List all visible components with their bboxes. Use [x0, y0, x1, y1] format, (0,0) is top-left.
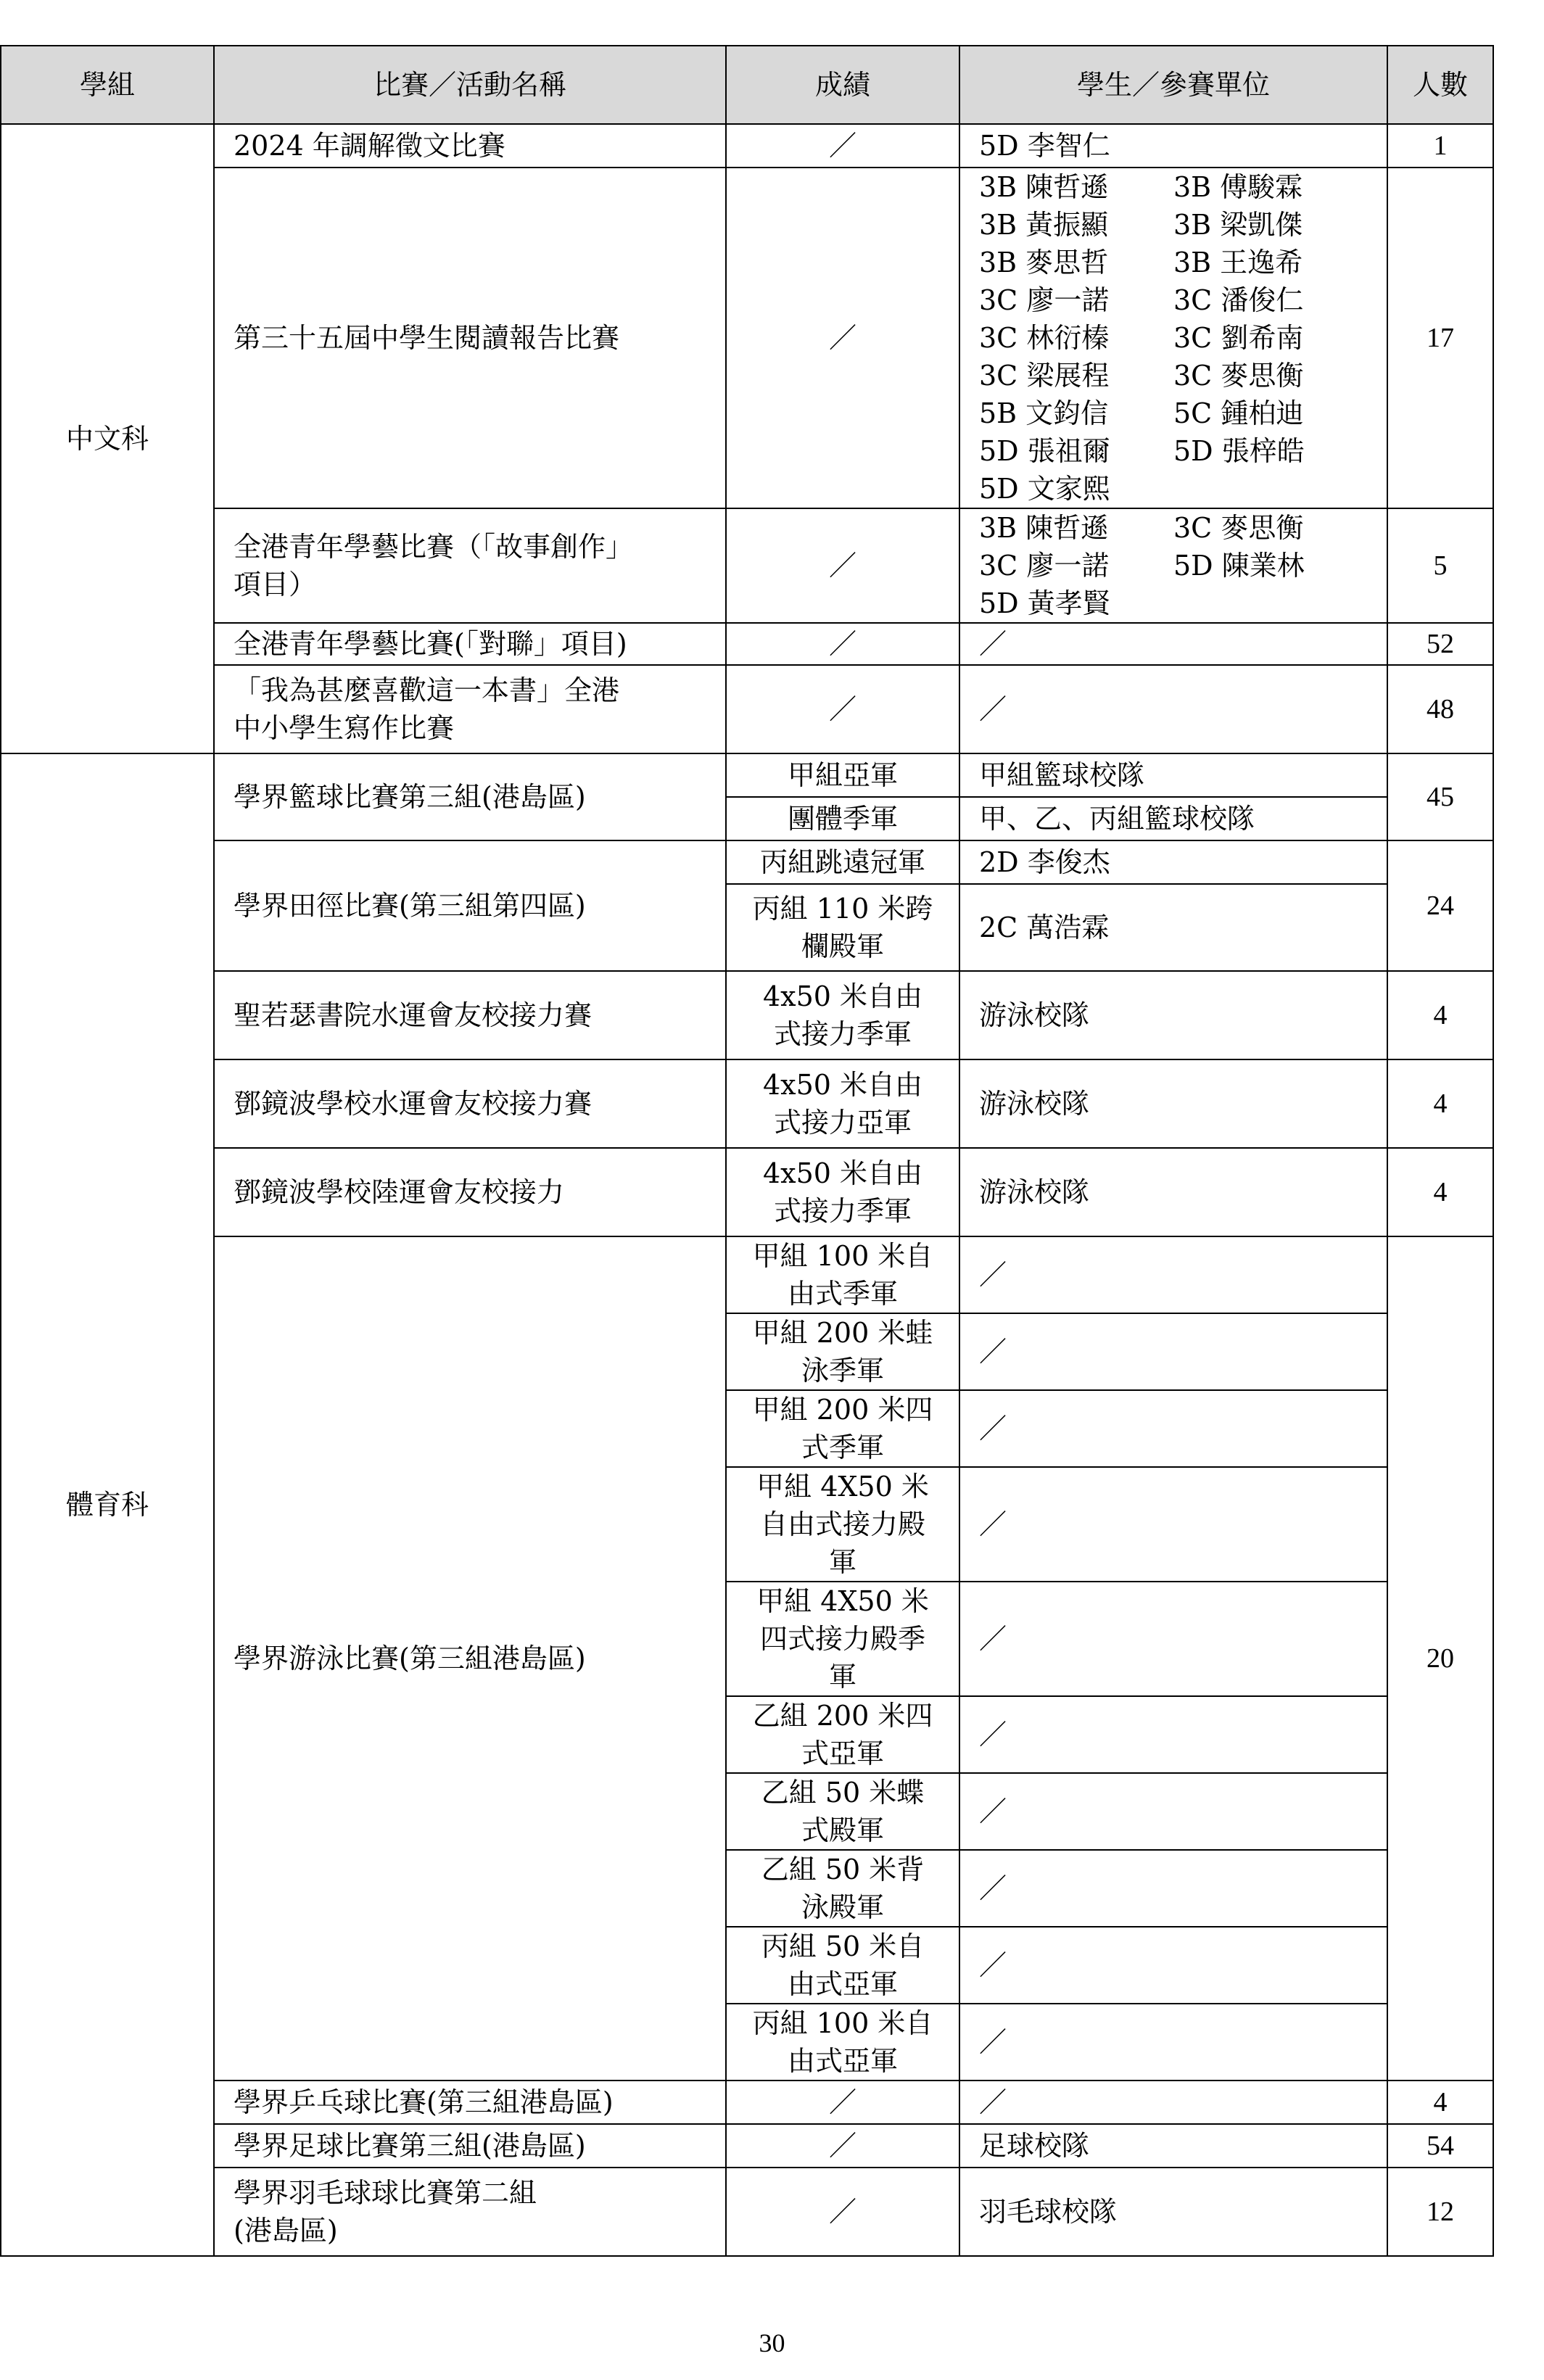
- students-cell: 5D 李智仁: [959, 124, 1387, 168]
- students-cell: ／: [959, 665, 1387, 753]
- result-cell: [726, 884, 959, 971]
- result-line: 泳季軍: [801, 1355, 884, 1387]
- table-row: [1, 1236, 1493, 1313]
- students-cell: 2C 萬浩霖: [959, 884, 1387, 971]
- student-name: 3C 林衍榛: [979, 322, 1110, 354]
- students-cell: ／: [959, 2081, 1387, 2124]
- event-name: 聖若瑟書院水運會友校接力賽: [214, 971, 726, 1059]
- student-line: [979, 281, 1368, 319]
- event-name: 學界足球比賽第三組(港島區): [214, 2124, 726, 2168]
- students-cell: ／: [959, 1313, 1387, 1390]
- student-name: 5B 文鈞信: [979, 397, 1109, 429]
- event-name: 學界游泳比賽(第三組港島區): [214, 1236, 726, 2081]
- student-name: 3C 廖一諾: [979, 550, 1110, 582]
- result-cell: [726, 1148, 959, 1236]
- students-cell: ／: [959, 1773, 1387, 1850]
- result-line: 由式亞軍: [787, 2045, 898, 2077]
- students-cell: 足球校隊: [959, 2124, 1387, 2168]
- students-cell: 2D 李俊杰: [959, 840, 1387, 884]
- header-result: 成績: [726, 46, 959, 124]
- result-line: 4x50 米自由: [762, 1157, 923, 1189]
- event-name: 2024 年調解徵文比賽: [214, 124, 726, 168]
- student-line: [979, 394, 1368, 432]
- result-line: 乙組 50 米背: [761, 1854, 925, 1885]
- result-line: 欄殿軍: [801, 930, 884, 962]
- header-row: [1, 46, 1493, 124]
- student-name: 3B 梁凱傑: [1173, 209, 1303, 241]
- students-cell: ／: [959, 623, 1387, 665]
- count-cell: 4: [1387, 2081, 1493, 2124]
- table-row: [1, 665, 1493, 753]
- result-line: 乙組 50 米蝶: [761, 1777, 925, 1809]
- student-name: 3C 劉希南: [1173, 322, 1304, 354]
- result-cell: [726, 1313, 959, 1390]
- student-line: [979, 584, 1368, 622]
- student-name: 3B 王逸希: [1173, 247, 1303, 278]
- count-cell: 12: [1387, 2168, 1493, 2256]
- result-cell: 甲組亞軍: [726, 753, 959, 797]
- event-line: 全港青年學藝比賽（「故事創作」: [234, 531, 634, 563]
- table-row: [1, 2168, 1493, 2256]
- result-line: 由式季軍: [787, 1278, 898, 1310]
- student-line: [979, 509, 1368, 547]
- table-row: [1, 753, 1493, 797]
- students-cell: 甲組籃球校隊: [959, 753, 1387, 797]
- student-name: 5D 張梓皓: [1173, 435, 1305, 467]
- result-cell: [726, 1059, 959, 1148]
- student-name: 5D 黃孝賢: [979, 587, 1110, 619]
- result-line: 甲組 100 米自: [752, 1240, 933, 1272]
- event-line: 中小學生寫作比賽: [234, 712, 455, 744]
- students-cell: ／: [959, 1696, 1387, 1773]
- count-cell: 48: [1387, 665, 1493, 753]
- table-row: [1, 2081, 1493, 2124]
- result-line: 四式接力殿季: [759, 1623, 925, 1655]
- table-row: [1, 1148, 1493, 1236]
- student-name: 3C 麥思衡: [1173, 512, 1304, 544]
- students-cell: ／: [959, 1582, 1387, 1696]
- result-line: 甲組 4X50 米: [756, 1585, 929, 1617]
- table-row: [1, 508, 1493, 623]
- result-line: 丙組 50 米自: [761, 1930, 925, 1962]
- page-number: 30: [759, 2329, 785, 2358]
- student-name: [1173, 584, 1368, 622]
- student-line: [979, 168, 1368, 206]
- student-name: 3B 傅駿霖: [1173, 171, 1303, 203]
- result-line: 甲組 200 米四: [752, 1394, 933, 1426]
- result-cell: [726, 971, 959, 1059]
- result-cell: ／: [726, 665, 959, 753]
- event-name: 學界籃球比賽第三組(港島區): [214, 753, 726, 840]
- count-cell: 52: [1387, 623, 1493, 665]
- student-name: 5C 鍾柏迪: [1173, 397, 1304, 429]
- event-name: 學界田徑比賽(第三組第四區): [214, 840, 726, 971]
- table-row: [1, 1059, 1493, 1148]
- result-line: 甲組 4X50 米: [756, 1471, 929, 1503]
- student-line: [979, 470, 1368, 508]
- student-line: [979, 547, 1368, 584]
- result-cell: [726, 1773, 959, 1850]
- student-name: 5D 陳業林: [1173, 550, 1305, 582]
- student-name: 3B 陳哲遜: [979, 512, 1109, 544]
- student-name: 3C 麥思衡: [1173, 360, 1304, 392]
- result-line: 軍: [828, 1661, 856, 1693]
- student-line: [979, 357, 1368, 394]
- result-cell: ／: [726, 623, 959, 665]
- result-line: 乙組 200 米四: [752, 1700, 933, 1732]
- count-cell: 1: [1387, 124, 1493, 168]
- count-cell: 24: [1387, 840, 1493, 971]
- students-cell: [959, 508, 1387, 623]
- result-cell: [726, 1696, 959, 1773]
- result-line: 由式亞軍: [787, 1968, 898, 2000]
- count-cell: 45: [1387, 753, 1493, 840]
- event-name: 學界乒乓球比賽(第三組港島區): [214, 2081, 726, 2124]
- student-name: [1173, 470, 1368, 508]
- student-line: [979, 206, 1368, 244]
- student-name: 5D 張祖爾: [979, 435, 1110, 467]
- student-name: 3B 陳哲遜: [979, 171, 1109, 203]
- student-name: 3C 廖一諾: [979, 284, 1110, 316]
- count-cell: 17: [1387, 168, 1493, 508]
- event-name: [214, 665, 726, 753]
- result-line: 式季軍: [801, 1431, 884, 1463]
- event-name: [214, 508, 726, 623]
- subject-chinese: 中文科: [1, 124, 214, 753]
- students-cell: 甲、乙、丙組籃球校隊: [959, 797, 1387, 840]
- count-cell: 4: [1387, 1059, 1493, 1148]
- result-line: 式亞軍: [801, 1738, 884, 1769]
- table-row: [1, 840, 1493, 884]
- students-cell: ／: [959, 1390, 1387, 1467]
- result-line: 式殿軍: [801, 1814, 884, 1846]
- result-cell: [726, 1467, 959, 1582]
- count-cell: 5: [1387, 508, 1493, 623]
- subject-pe: 體育科: [1, 753, 214, 2256]
- event-line: 學界羽毛球球比賽第二組: [234, 2177, 537, 2209]
- awards-table: [0, 45, 1494, 2257]
- result-line: 自由式接力殿: [759, 1508, 925, 1540]
- header-group: 學組: [1, 46, 214, 124]
- students-cell: [959, 168, 1387, 508]
- result-cell: [726, 1582, 959, 1696]
- students-cell: ／: [959, 1236, 1387, 1313]
- event-name: [214, 2168, 726, 2256]
- student-name: 5D 文家熙: [979, 473, 1110, 505]
- student-line: [979, 319, 1368, 357]
- students-cell: ／: [959, 1927, 1387, 2004]
- result-cell: ／: [726, 124, 959, 168]
- table-row: [1, 971, 1493, 1059]
- student-name: 3C 梁展程: [979, 360, 1110, 392]
- result-line: 丙組 110 米跨: [752, 893, 933, 925]
- result-cell: [726, 1236, 959, 1313]
- result-cell: [726, 1390, 959, 1467]
- event-line: 項目）: [234, 569, 317, 600]
- event-line: (港島區): [234, 2215, 338, 2247]
- result-line: 4x50 米自由: [762, 1069, 923, 1101]
- result-line: 式接力季軍: [773, 1018, 912, 1050]
- table-row: [1, 168, 1493, 508]
- count-cell: 20: [1387, 1236, 1493, 2081]
- result-line: 式接力季軍: [773, 1195, 912, 1227]
- result-cell: 團體季軍: [726, 797, 959, 840]
- header-students: 學生／參賽單位: [959, 46, 1387, 124]
- student-line: [979, 244, 1368, 281]
- count-cell: 4: [1387, 1148, 1493, 1236]
- students-cell: 羽毛球校隊: [959, 2168, 1387, 2256]
- students-cell: ／: [959, 2004, 1387, 2081]
- event-line: 「我為甚麼喜歡這一本書」全港: [234, 674, 620, 706]
- header-count: 人數: [1387, 46, 1493, 124]
- students-cell: 游泳校隊: [959, 1148, 1387, 1236]
- result-line: 4x50 米自由: [762, 980, 923, 1012]
- students-cell: 游泳校隊: [959, 1059, 1387, 1148]
- table-row: [1, 124, 1493, 168]
- count-cell: 54: [1387, 2124, 1493, 2168]
- table-row: [1, 623, 1493, 665]
- result-line: 甲組 200 米蛙: [752, 1317, 933, 1349]
- result-cell: ／: [726, 168, 959, 508]
- result-cell: ／: [726, 2081, 959, 2124]
- event-name: 全港青年學藝比賽(「對聯」項目): [214, 623, 726, 665]
- result-cell: ／: [726, 2124, 959, 2168]
- count-cell: 4: [1387, 971, 1493, 1059]
- result-line: 式接力亞軍: [773, 1107, 912, 1139]
- result-cell: [726, 2004, 959, 2081]
- student-line: [979, 432, 1368, 470]
- result-cell: [726, 1927, 959, 2004]
- result-line: 軍: [828, 1546, 856, 1578]
- student-name: 3C 潘俊仁: [1173, 284, 1304, 316]
- table-row: [1, 2124, 1493, 2168]
- result-cell: 丙組跳遠冠軍: [726, 840, 959, 884]
- event-name: 第三十五屆中學生閱讀報告比賽: [214, 168, 726, 508]
- header-event: 比賽／活動名稱: [214, 46, 726, 124]
- result-cell: ／: [726, 2168, 959, 2256]
- event-name: 鄧鏡波學校陸運會友校接力: [214, 1148, 726, 1236]
- students-cell: ／: [959, 1850, 1387, 1927]
- students-cell: ／: [959, 1467, 1387, 1582]
- student-name: 3B 麥思哲: [979, 247, 1109, 278]
- event-name: 鄧鏡波學校水運會友校接力賽: [214, 1059, 726, 1148]
- students-cell: 游泳校隊: [959, 971, 1387, 1059]
- result-line: 泳殿軍: [801, 1891, 884, 1923]
- result-cell: [726, 1850, 959, 1927]
- result-cell: ／: [726, 508, 959, 623]
- student-name: 3B 黃振顯: [979, 209, 1109, 241]
- result-line: 丙組 100 米自: [752, 2007, 933, 2039]
